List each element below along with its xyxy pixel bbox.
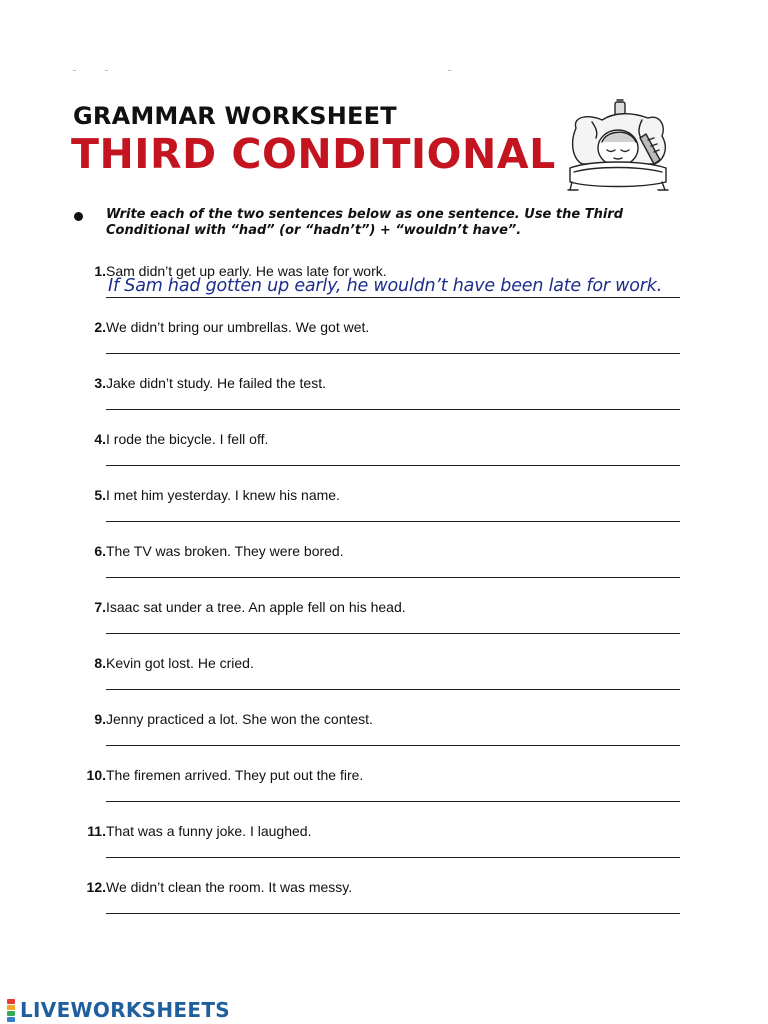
exercise-item [70,263,690,319]
answer-line[interactable] [106,297,680,298]
instruction-bullet [74,212,83,221]
answer-line[interactable] [106,857,680,858]
answer-line[interactable] [106,913,680,914]
answer-line[interactable] [106,409,680,410]
answer-line[interactable] [106,465,680,466]
exercise-prompt: Sam didn’t get up early. He was late for work. [106,263,387,279]
exercise-number: 9. [94,711,106,727]
exercise-prompt: That was a funny joke. I laughed. [106,823,312,839]
instruction-text: Write each of the two sentences below as one sentence. Use the Third Conditional with “had” (or “hadn’t”) + “wouldn’t have”. [106,207,624,238]
exercise-prompt: I rode the bicycle. I fell off. [106,431,269,447]
sleeping-person-illustration-icon [562,98,672,196]
exercise-number: 3. [94,375,106,391]
exercise-number: 12. [86,879,106,895]
exercise-item [70,879,690,935]
worksheet-title: THIRD CONDITIONAL [71,130,556,178]
exercise-item [70,599,690,655]
exercise-item [70,655,690,711]
answer-line[interactable] [106,521,680,522]
exercise-number: 8. [94,655,106,671]
exercise-prompt: The TV was broken. They were bored. [106,543,344,559]
exercise-prompt: We didn’t clean the room. It was messy. [106,879,353,895]
exercise-number: 2. [94,319,106,335]
exercise-item [70,823,690,879]
exercise-item [70,767,690,823]
answer-line[interactable] [106,633,680,634]
exercise-number: 11. [87,823,106,839]
answer-line[interactable] [106,353,680,354]
exercise-prompt: Isaac sat under a tree. An apple fell on his head. [106,599,406,615]
exercise-prompt: I met him yesterday. I knew his name. [106,487,340,503]
exercise-prompt: We didn’t bring our umbrellas. We got wet. [106,319,370,335]
exercise-prompt: Jake didn’t study. He failed the test. [106,375,326,391]
exercise-item [70,431,690,487]
worksheet-subtitle: GRAMMAR WORKSHEET [73,102,397,130]
exercise-item [70,375,690,431]
exercise-number: 7. [94,599,106,615]
exercise-number: 4. [94,431,106,447]
exercise-number: 6. [94,543,106,559]
exercise-item [70,543,690,599]
exercise-prompt: Kevin got lost. He cried. [106,655,254,671]
exercise-prompt: The firemen arrived. They put out the fire. [106,767,364,783]
exercise-number: 1. [94,263,106,279]
exercise-item [70,711,690,767]
liveworksheets-logo-icon [4,999,18,1021]
exercise-number: 5. [94,487,106,503]
exercise-number: 10. [86,767,106,783]
exercise-prompt: Jenny practiced a lot. She won the contest. [106,711,373,727]
brand-name: LIVEWORKSHEETS [20,998,231,1022]
scan-marks [70,70,470,80]
answer-text[interactable]: If Sam had gotten up early, he wouldn’t have been late for work. [108,276,663,296]
answer-line[interactable] [106,801,680,802]
exercise-item [70,319,690,375]
answer-line[interactable] [106,689,680,690]
answer-line[interactable] [106,577,680,578]
answer-line[interactable] [106,745,680,746]
footer-brand[interactable] [4,997,230,1023]
exercise-item [70,487,690,543]
